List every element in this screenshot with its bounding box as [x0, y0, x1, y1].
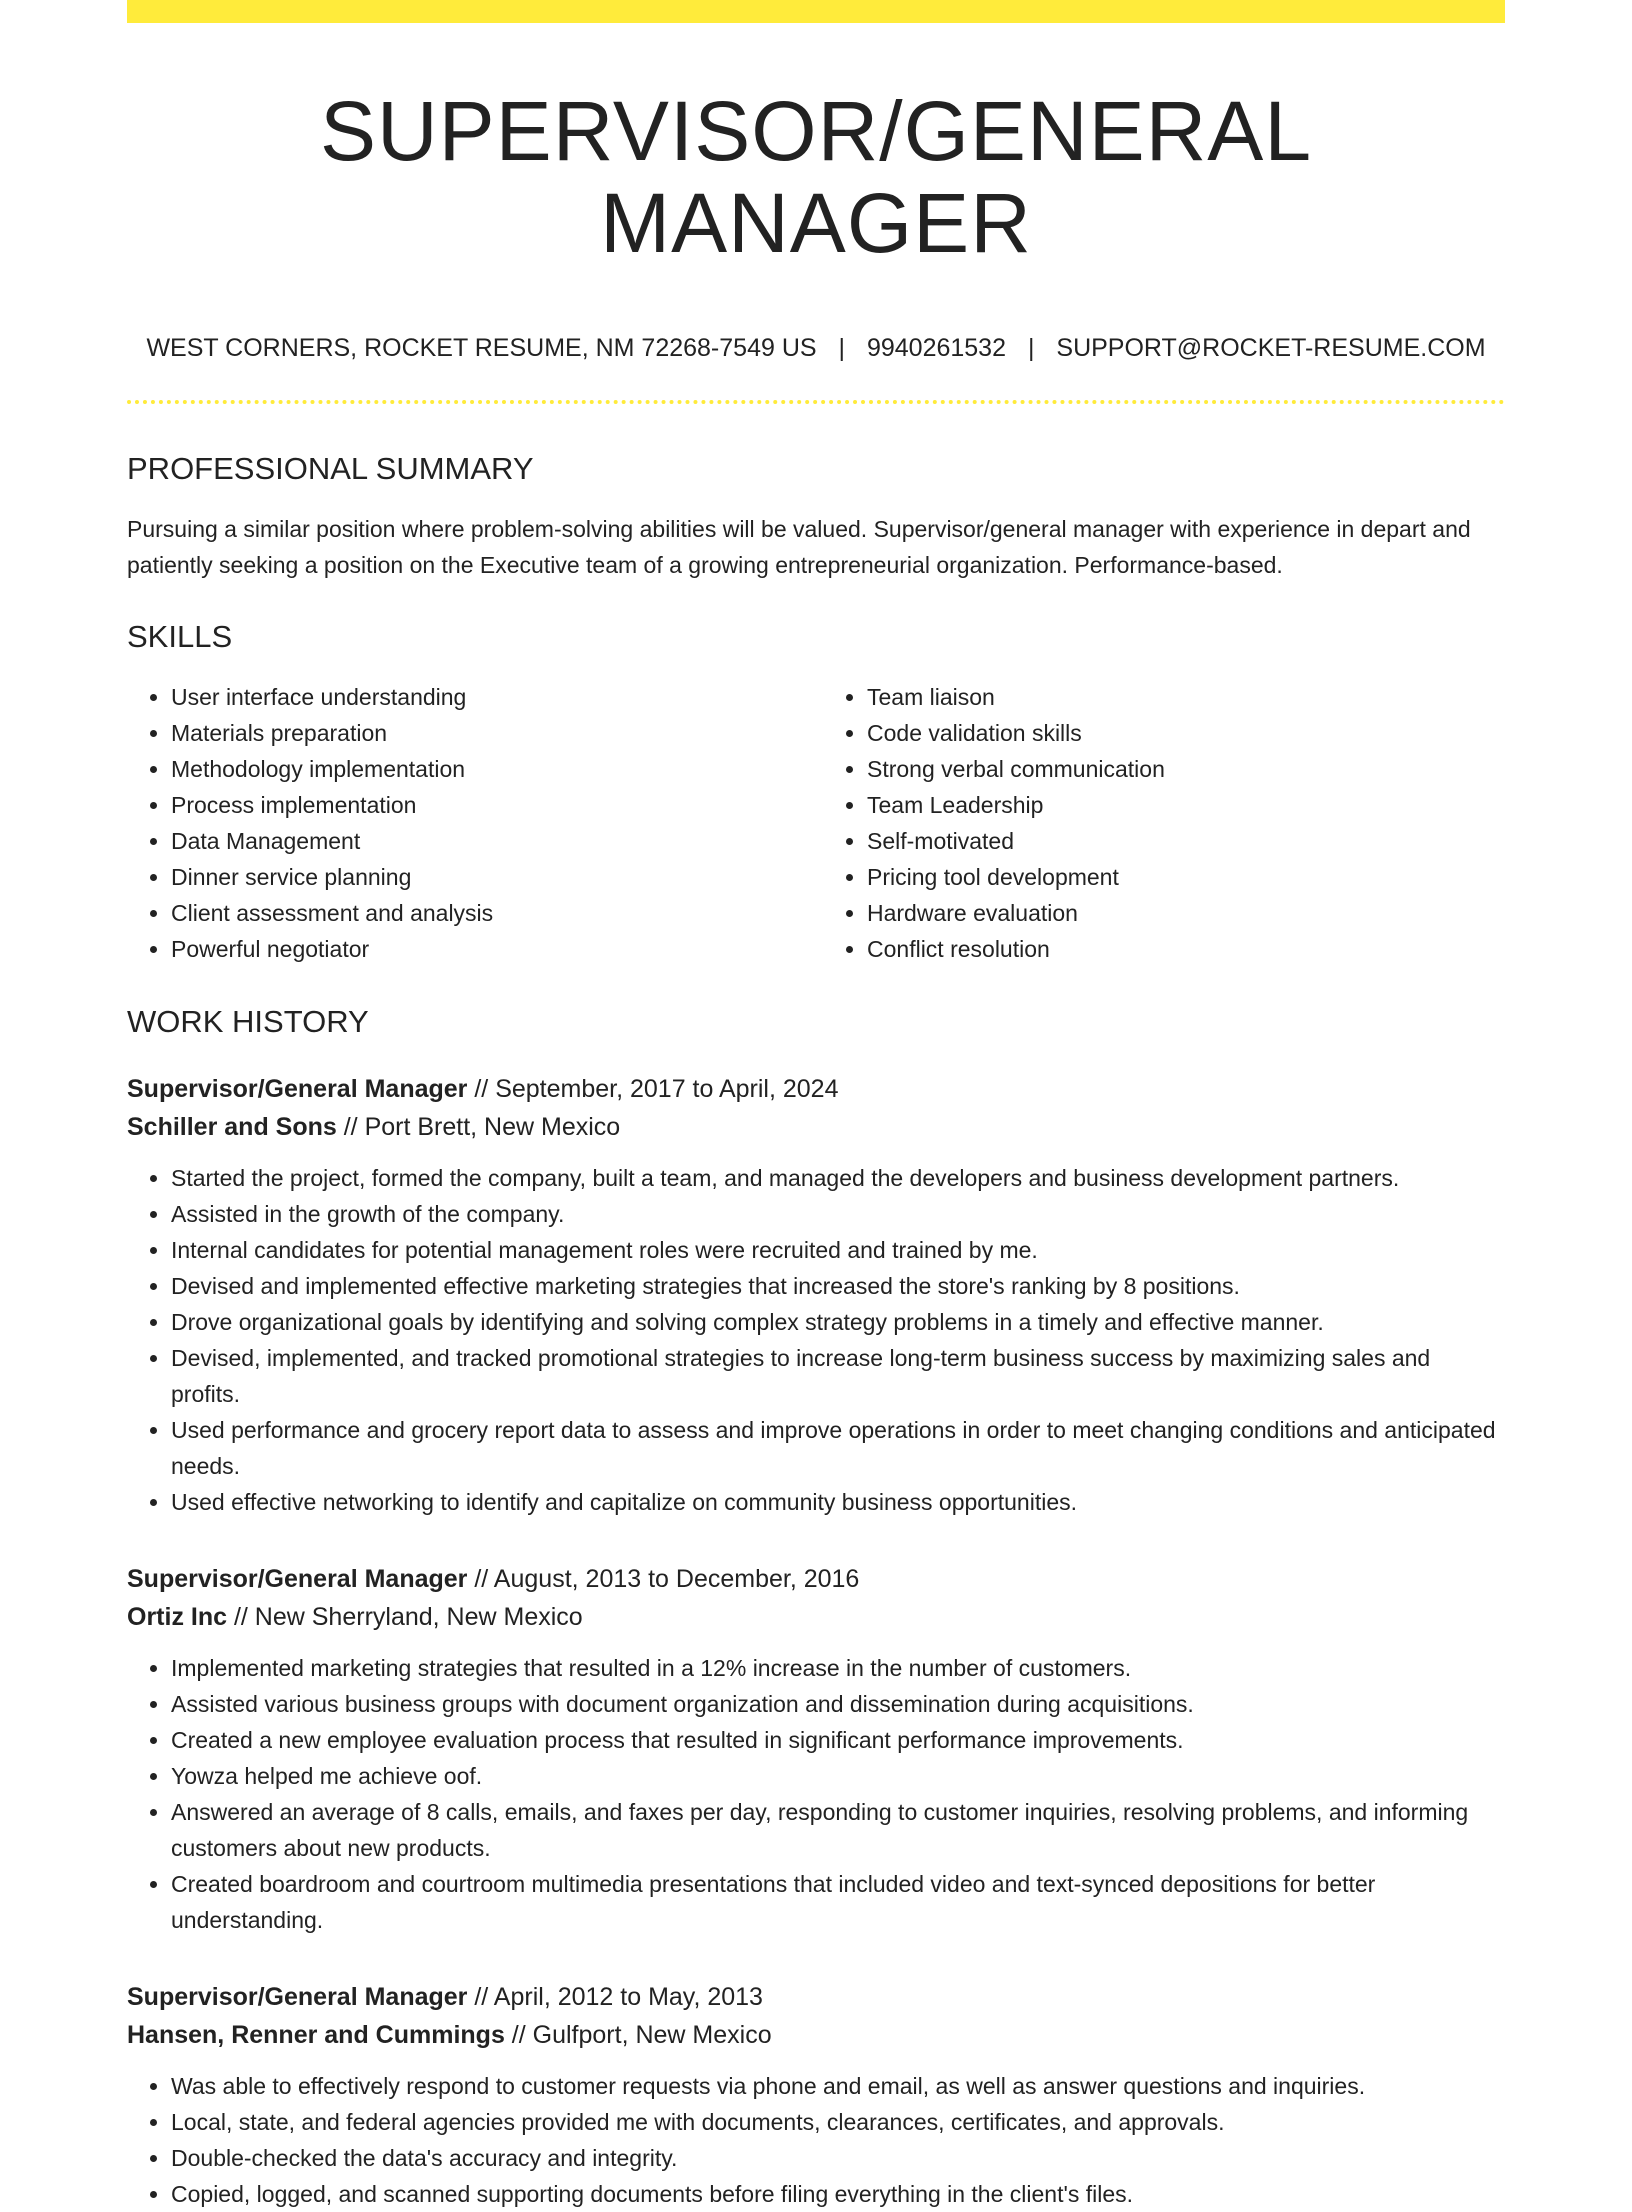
- skill-item: • Conflict resolution: [867, 931, 1505, 967]
- skill-item: • Dinner service planning: [171, 859, 816, 895]
- job-company-line: [127, 2016, 1505, 2054]
- skill-item: • Process implementation: [171, 787, 816, 823]
- summary-text: Pursuing a similar position where problem-solving abilities will be valued. Supervisor/general manager with experience in depart and patiently seeking a position on the Executive team of a growing entrepreneurial organization. Performance-based.: [127, 515, 1471, 578]
- address: WEST CORNERS, ROCKET RESUME, NM 72268-7549 US: [146, 333, 817, 362]
- job-bullet: • Created a new employee evaluation process that resulted in significant performance improvements.: [171, 1722, 1505, 1758]
- job-bullet: • Devised and implemented effective marketing strategies that increased the store's ranking by 8 positions.: [171, 1268, 1505, 1304]
- skill-item: • Code validation skills: [867, 715, 1505, 751]
- job-role: Supervisor/General Manager: [127, 1983, 468, 2012]
- job-company-line: [127, 1598, 1505, 1636]
- job-bullet: • Assisted in the growth of the company.: [171, 1196, 1505, 1232]
- job-bullets: [127, 1160, 1505, 1520]
- job-entry: [127, 1070, 1505, 1520]
- job-bullet: • Answered an average of 8 calls, emails, and faxes per day, responding to customer inquiries, resolving problems, and informing customers about new products.: [171, 1794, 1505, 1866]
- job-bullet: • Drove organizational goals by identifying and solving complex strategy problems in a timely and effective manner.: [171, 1304, 1505, 1340]
- skills-list-right: [816, 679, 1505, 967]
- job-bullet: • Local, state, and federal agencies provided me with documents, clearances, certificates, and approvals.: [171, 2104, 1505, 2140]
- job-bullet: • Created boardroom and courtroom multimedia presentations that included video and text-synced depositions for better understanding.: [171, 1866, 1505, 1938]
- skill-item: • Data Management: [171, 823, 816, 859]
- job-company: Schiller and Sons: [127, 1113, 337, 1142]
- skill-item: • Materials preparation: [171, 715, 816, 751]
- skill-item: • Hardware evaluation: [867, 895, 1505, 931]
- job-bullet: • Internal candidates for potential management roles were recruited and trained by me.: [171, 1232, 1505, 1268]
- job-bullet: • Assisted various business groups with document organization and dissemination during acquisitions.: [171, 1686, 1505, 1722]
- job-company: Hansen, Renner and Cummings: [127, 2021, 505, 2050]
- phone: 9940261532: [866, 333, 1006, 362]
- job-bullets: [127, 2068, 1505, 2212]
- job-bullet: • Devised, implemented, and tracked promotional strategies to increase long-term business success by maximizing sales and profits.: [171, 1340, 1505, 1412]
- separator: |: [838, 333, 845, 362]
- skill-item: • Powerful negotiator: [171, 931, 816, 967]
- skill-item: • Strong verbal communication: [867, 751, 1505, 787]
- job-dates: // September, 2017 to April, 2024: [467, 1075, 839, 1104]
- section-title-summary: PROFESSIONAL SUMMARY: [127, 450, 534, 486]
- skill-item: • Client assessment and analysis: [171, 895, 816, 931]
- job-role: Supervisor/General Manager: [127, 1565, 468, 1594]
- work-history-section: [127, 1003, 1505, 2212]
- job-title-line: [127, 1070, 1505, 1108]
- email: SUPPORT@ROCKET-RESUME.COM: [1056, 333, 1486, 362]
- job-location: // Gulfport, New Mexico: [504, 2021, 772, 2050]
- separator: |: [1027, 333, 1035, 362]
- job-bullet: • Double-checked the data's accuracy and integrity.: [171, 2140, 1505, 2176]
- job-bullet: • Copied, logged, and scanned supporting documents before filing everything in the client's files.: [171, 2176, 1505, 2212]
- job-company-line: [127, 1108, 1505, 1146]
- job-bullet: • Yowza helped me achieve oof.: [171, 1758, 1505, 1794]
- job-bullet: • Used effective networking to identify and capitalize on community business opportunities.: [171, 1484, 1505, 1520]
- job-location: // New Sherryland, New Mexico: [227, 1603, 583, 1632]
- dotted-divider: [127, 400, 1505, 404]
- skill-item: • Team Leadership: [867, 787, 1505, 823]
- resume-page: [127, 0, 1505, 2212]
- job-title-line: [127, 1978, 1505, 2016]
- job-location: // Port Brett, New Mexico: [336, 1113, 621, 1142]
- skills-columns: [127, 679, 1505, 967]
- job-bullet: • Used performance and grocery report data to assess and improve operations in order to meet changing conditions and anticipated needs.: [171, 1412, 1505, 1484]
- candidate-name: SUPERVISOR/GENERAL MANAGER: [319, 84, 1313, 271]
- skill-item: • Team liaison: [867, 679, 1505, 715]
- job-bullet: • Was able to effectively respond to customer requests via phone and email, as well as answer questions and inquiries.: [171, 2068, 1505, 2104]
- skills-section: [127, 618, 1505, 967]
- job-dates: // August, 2013 to December, 2016: [467, 1565, 860, 1594]
- accent-bar: [127, 0, 1505, 23]
- job-entry: [127, 1560, 1505, 1938]
- skills-list-left: [127, 679, 816, 967]
- job-company: Ortiz Inc: [127, 1603, 228, 1632]
- job-entry: [127, 1978, 1505, 2212]
- skill-item: • Pricing tool development: [867, 859, 1505, 895]
- job-bullets: [127, 1650, 1505, 1938]
- skill-item: • Methodology implementation: [171, 751, 816, 787]
- job-role: Supervisor/General Manager: [127, 1075, 468, 1104]
- skill-item: • User interface understanding: [171, 679, 816, 715]
- section-title-skills: SKILLS: [127, 618, 233, 654]
- section-title-work-history: WORK HISTORY: [127, 1004, 369, 1040]
- job-bullet: • Implemented marketing strategies that resulted in a 12% increase in the number of customers.: [171, 1650, 1505, 1686]
- job-dates: // April, 2012 to May, 2013: [467, 1983, 763, 2012]
- job-bullet: • Started the project, formed the company, built a team, and managed the developers and business development partners.: [171, 1160, 1505, 1196]
- summary-section: [127, 450, 1505, 583]
- job-title-line: [127, 1560, 1505, 1598]
- skill-item: • Self-motivated: [867, 823, 1505, 859]
- contact-line: [127, 333, 1505, 363]
